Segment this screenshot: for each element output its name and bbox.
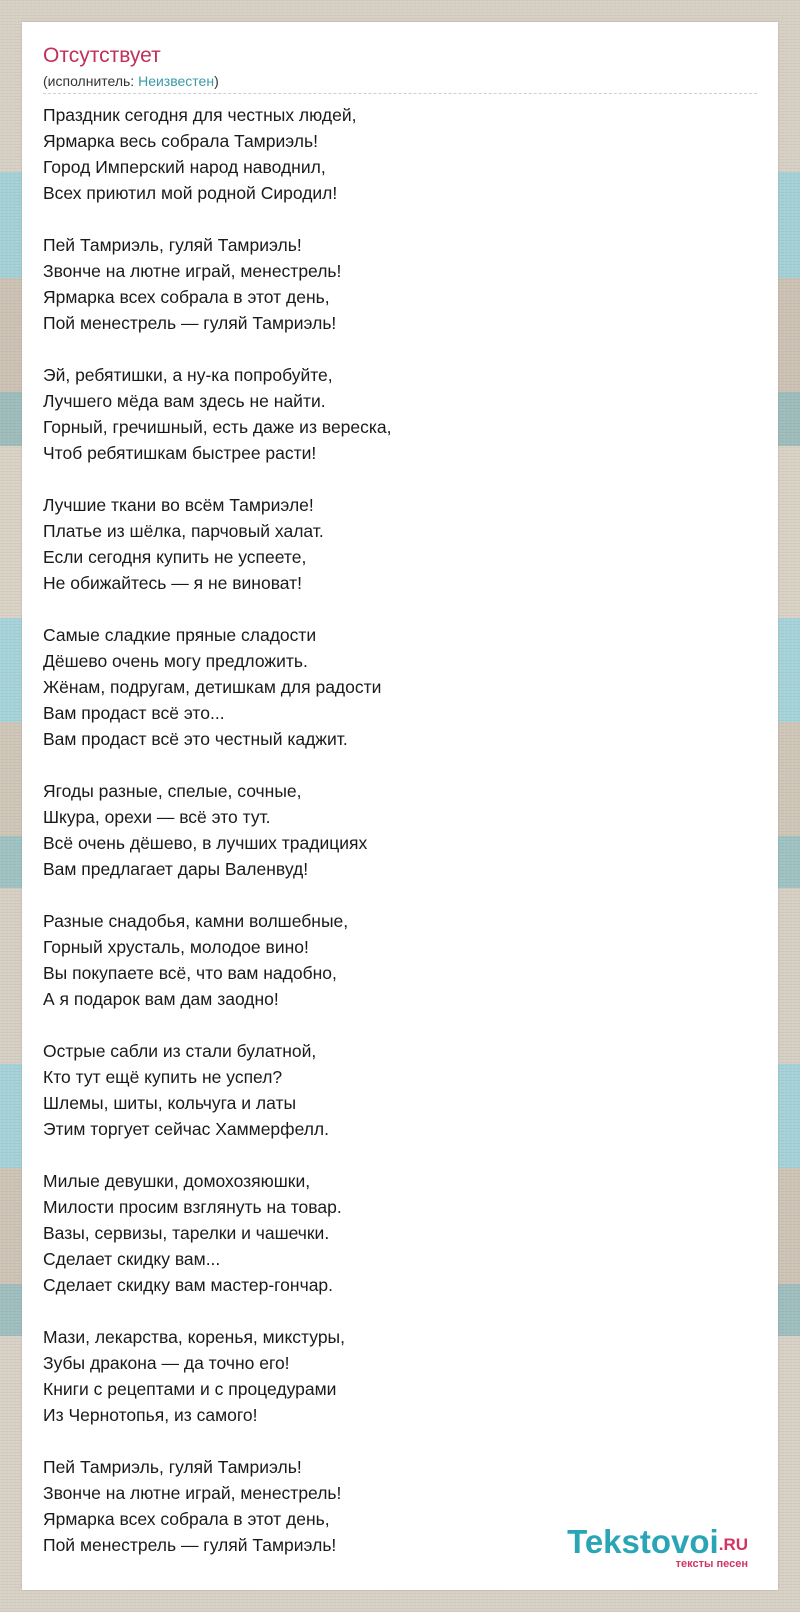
lyric-line: Ярмарка всех собрала в этот день, xyxy=(43,1509,330,1529)
lyric-line: Вам продаст всё это честный каджит. xyxy=(43,729,348,749)
logo-domain: .RU xyxy=(718,1535,748,1554)
lyric-line: Дёшево очень могу предложить. xyxy=(43,651,308,671)
lyric-line: Кто тут ещё купить не успел? xyxy=(43,1067,283,1087)
artist-prefix: (исполнитель: xyxy=(43,73,139,89)
lyric-line: Горный хрусталь, молодое вино! xyxy=(43,937,309,957)
lyric-line: Ярмарка весь собрала Тамриэль! xyxy=(43,131,318,151)
lyric-line: Пой менестрель — гуляй Тамриэль! xyxy=(43,1535,337,1555)
lyric-line: Звонче на лютне играй, менестрель! xyxy=(43,1483,342,1503)
lyric-line: Лучшего мёда вам здесь не найти. xyxy=(43,391,326,411)
stanza xyxy=(43,362,743,466)
lyric-line: Всё очень дёшево, в лучших традициях xyxy=(43,833,368,853)
lyric-line: Из Чернотопья, из самого! xyxy=(43,1405,258,1425)
stanza xyxy=(43,102,743,206)
stanza xyxy=(43,492,743,596)
lyric-line: Вам предлагает дары Валенвуд! xyxy=(43,859,309,879)
lyric-line: Праздник сегодня для честных людей, xyxy=(43,105,357,125)
lyric-line: Ярмарка всех собрала в этот день, xyxy=(43,287,330,307)
lyric-line: Чтоб ребятишкам быстрее расти! xyxy=(43,443,317,463)
lyric-line: Этим торгует сейчас Хаммерфелл. xyxy=(43,1119,329,1139)
lyric-line: Мази, лекарства, коренья, микстуры, xyxy=(43,1327,345,1347)
lyric-line: Зубы дракона — да точно его! xyxy=(43,1353,290,1373)
artist-link[interactable]: Неизвестен xyxy=(138,73,215,89)
lyric-line: Шкура, орехи — всё это тут. xyxy=(43,807,271,827)
lyric-line: Пей Тамриэль, гуляй Тамриэль! xyxy=(43,235,302,255)
stanza-gap xyxy=(43,752,743,778)
stanza xyxy=(43,1168,743,1298)
lyric-line: Вазы, сервизы, тарелки и чашечки. xyxy=(43,1223,330,1243)
stanza xyxy=(43,1038,743,1142)
lyric-line: Эй, ребятишки, а ну-ка попробуйте, xyxy=(43,365,333,385)
lyric-line: Жёнам, подругам, детишкам для радости xyxy=(43,677,382,697)
lyric-line: Ягоды разные, спелые, сочные, xyxy=(43,781,302,801)
lyric-line: Сделает скидку вам мастер-гончар. xyxy=(43,1275,334,1295)
lyric-line: Вам продаст всё это... xyxy=(43,703,225,723)
stanza xyxy=(43,622,743,752)
lyric-line: Не обижайтесь — я не виноват! xyxy=(43,573,303,593)
lyric-line: Шлемы, шиты, кольчуга и латы xyxy=(43,1093,297,1113)
lyric-line: Острые сабли из стали булатной, xyxy=(43,1041,317,1061)
artist-suffix: ) xyxy=(214,73,219,89)
stanza-gap xyxy=(43,596,743,622)
lyric-line: Если сегодня купить не успеете, xyxy=(43,547,307,567)
stanza xyxy=(43,232,743,336)
lyric-line: Сделает скидку вам... xyxy=(43,1249,221,1269)
lyrics-body xyxy=(43,102,743,1558)
stanza-gap xyxy=(43,1428,743,1454)
lyrics-card xyxy=(22,22,778,1590)
logo-name: Tekstovoi xyxy=(567,1523,719,1560)
stanza-gap xyxy=(43,336,743,362)
lyric-line: Милости просим взглянуть на товар. xyxy=(43,1197,342,1217)
lyric-line: Город Имперский народ наводнил, xyxy=(43,157,326,177)
site-logo[interactable] xyxy=(567,1523,748,1570)
lyric-line: Книги с рецептами и с процедурами xyxy=(43,1379,337,1399)
title-divider xyxy=(43,93,757,94)
lyric-line: Пой менестрель — гуляй Тамриэль! xyxy=(43,313,337,333)
lyric-line: Вы покупаете всё, что вам надобно, xyxy=(43,963,337,983)
stanza-gap xyxy=(43,466,743,492)
lyric-line: Платье из шёлка, парчовый халат. xyxy=(43,521,324,541)
song-title: Отсутствует xyxy=(43,44,161,67)
lyric-line: Пей Тамриэль, гуляй Тамриэль! xyxy=(43,1457,302,1477)
lyric-line: Милые девушки, домохозяюшки, xyxy=(43,1171,311,1191)
lyric-line: Горный, гречишный, есть даже из вереска, xyxy=(43,417,392,437)
lyric-line: Лучшие ткани во всём Тамриэле! xyxy=(43,495,314,515)
lyric-line: Разные снадобья, камни волшебные, xyxy=(43,911,349,931)
logo-tagline: тексты песен xyxy=(675,1558,748,1570)
stanza xyxy=(43,908,743,1012)
stanza xyxy=(43,1324,743,1428)
stanza-gap xyxy=(43,1012,743,1038)
logo-wordmark xyxy=(567,1525,748,1562)
artist-line xyxy=(43,72,219,90)
stanza-gap xyxy=(43,882,743,908)
lyric-line: Звонче на лютне играй, менестрель! xyxy=(43,261,342,281)
lyric-line: А я подарок вам дам заодно! xyxy=(43,989,279,1009)
stanza-gap xyxy=(43,1142,743,1168)
lyric-line: Всех приютил мой родной Сиродил! xyxy=(43,183,338,203)
lyric-line: Самые сладкие пряные сладости xyxy=(43,625,317,645)
stanza-gap xyxy=(43,206,743,232)
stanza-gap xyxy=(43,1298,743,1324)
stanza xyxy=(43,778,743,882)
